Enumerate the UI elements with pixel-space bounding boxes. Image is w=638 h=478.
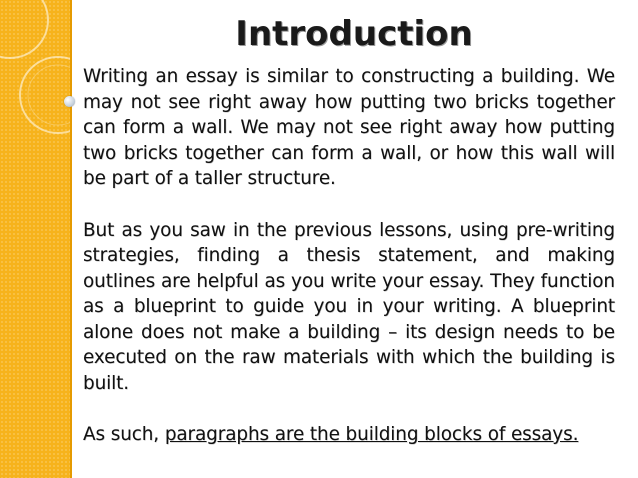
closing-paragraph [83, 422, 615, 448]
page-title: Introduction [235, 14, 473, 54]
sidebar-swirl-decoration [0, 0, 70, 478]
closing-underlined-text: paragraphs are the building blocks of essays. [164, 424, 579, 445]
paragraph-1: Writing an essay is similar to constructing a building. We may not see right away how putting two bricks together can form a wall. We may not see right away how putting two bricks together can form a wall, or how this wall will be part of a taller structure. [83, 66, 615, 189]
closing-prefix: As such, [83, 424, 165, 445]
slide-body [83, 64, 615, 448]
paragraph-2: But as you saw in the previous lessons, using pre-writing strategies, finding a thesis statement, and making outlines are helpful as you write your essay. They function as a blueprint to guide you in your writing. A blueprint alone does not make a building – its design needs to be executed on the raw materials with which the building is built. [83, 219, 615, 394]
decorative-sidebar [0, 0, 72, 478]
bullet-ornament-icon [64, 96, 75, 107]
